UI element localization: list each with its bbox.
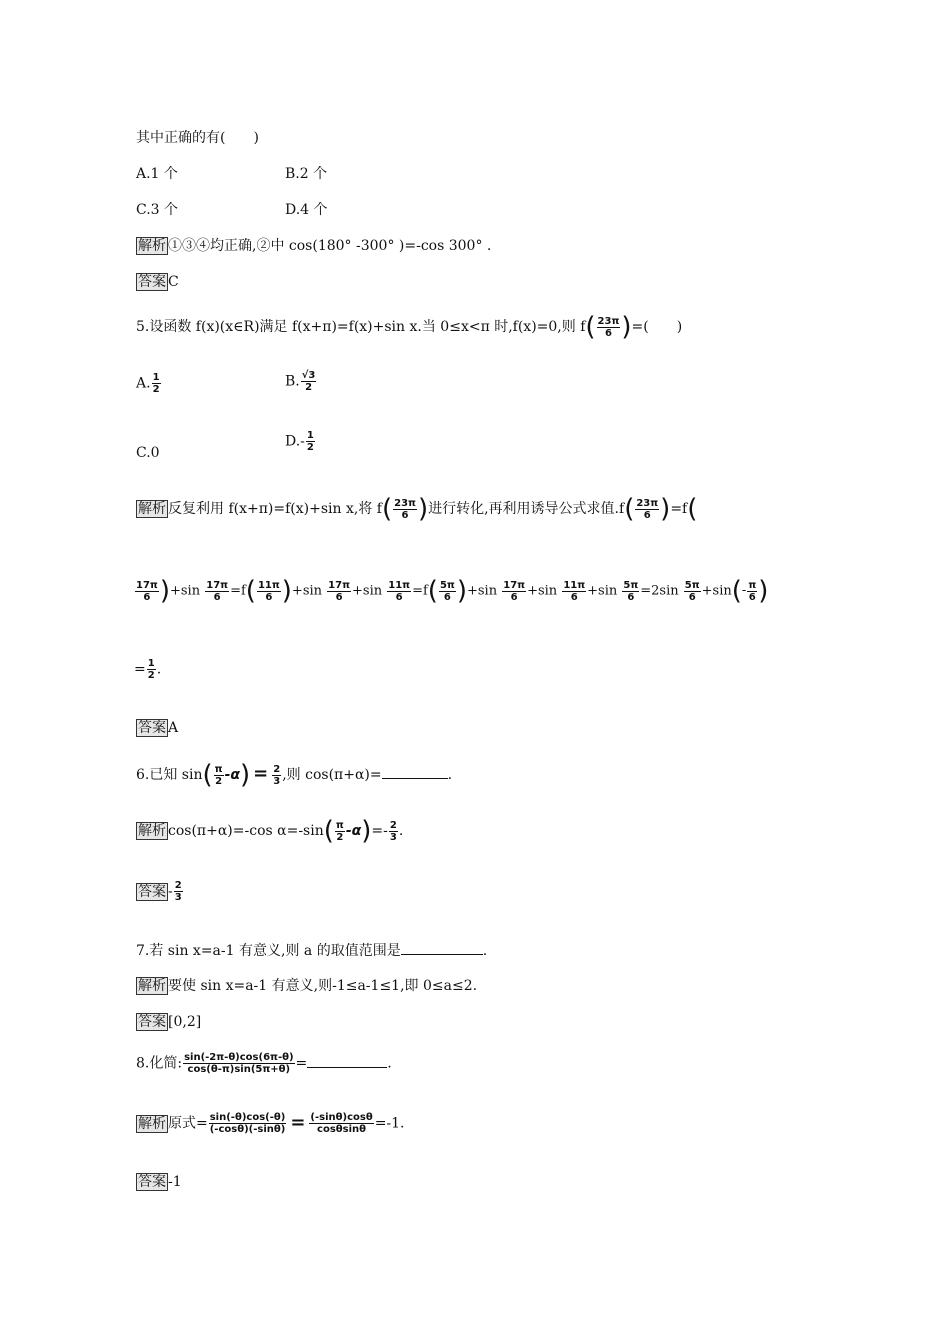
q5-analysis-line1: 解析 反复利用 f(x+π)=f(x)+sin x,将 f ( $\frac{23\pi}{6}$ ) 进行转化,再利用诱导公式求值.f ( $\frac{23\pi}{6}$ ) =f ( <box>138 494 698 524</box>
op: =- <box>371 823 388 839</box>
frac-den: 6 <box>748 591 756 603</box>
answer-tag: 答案 <box>138 274 166 290</box>
analysis-tag: 解析 <box>138 1115 166 1132</box>
op: . <box>398 823 404 839</box>
analysis-text: cos(π+α)=-cos α=-sin <box>168 823 324 839</box>
frac-den: 6 <box>401 509 409 521</box>
q6-answer <box>136 880 184 903</box>
q6-analysis: 解析 cos(π+α)=-cos α=-sin ( $\frac{\pi}{2}$ -α ) =- $\frac{2}{3}$ . <box>138 816 404 846</box>
op: - <box>168 883 173 900</box>
frac-den: 6 <box>570 591 578 603</box>
frac-num: 23π <box>394 497 416 509</box>
frac-den: cosθsinθ <box>317 1124 367 1135</box>
frac-num: (-sinθ)cosθ <box>310 1112 373 1123</box>
q6-stem: 6.已知 sin ( $\frac{\pi}{2}$ -α ) = $\frac{2}{3}$ ,则 cos(π+α)= . <box>136 760 453 790</box>
q5-analysis-line2: $\frac{17\pi}{6}$ ) +sin $\frac{17\pi}{6}$ =f ( $\frac{11\pi}{6}$ ) +sin $\frac{17\pi}{6}$ +sin $\frac{11\pi}{6}$ =f ( $\frac{5\pi}{6}$ ) +sin $\frac{17\pi}{6}$ +sin $\frac{11\pi}{6}$ +sin $\frac{5\pi}{6}$ =2sin $\frac{5\pi}{6}$ +sin ( - $\frac{\pi}{6}$ ) <box>136 576 769 606</box>
q7-analysis <box>136 976 477 996</box>
op: = <box>253 763 269 784</box>
answer-tag: 答案 <box>138 1014 166 1030</box>
frac-den: 6 <box>335 591 343 603</box>
frac-num: 11π <box>388 579 411 591</box>
frac-num: 1 <box>306 430 314 441</box>
q4-option-b: B.2 个 <box>285 166 328 182</box>
q8-answer <box>136 1172 182 1192</box>
frac-num: 2 <box>389 819 397 831</box>
frac-den: 2 <box>215 775 223 787</box>
frac-den: 6 <box>510 591 518 603</box>
frac-num: √3 <box>301 370 316 381</box>
frac-num: 17π <box>328 579 350 591</box>
op: +sin <box>169 583 201 599</box>
op: - <box>741 583 747 598</box>
op: +sin <box>701 583 732 599</box>
frac-den: 3 <box>174 892 182 903</box>
analysis-tag: 解析 <box>138 978 166 994</box>
frac-den: 6 <box>604 327 612 339</box>
answer-tag: 答案 <box>138 1174 166 1190</box>
frac-num: 23π <box>597 315 620 327</box>
q8-stem-text: 8.化简: <box>136 1055 183 1072</box>
q4-option-a: A.1 个 <box>136 166 178 182</box>
answer-text: A <box>168 720 179 736</box>
q4-analysis <box>136 236 491 256</box>
analysis-text: 要使 sin x=a-1 有意义,则-1≤a-1≤1,即 0≤a≤2. <box>168 978 478 994</box>
op: . <box>387 1055 392 1072</box>
answer-text: C <box>168 274 179 290</box>
frac-num: π <box>748 579 757 591</box>
answer-tag: 答案 <box>138 883 166 900</box>
q4-option-d: D.4 个 <box>285 202 328 218</box>
op: +sin <box>466 583 498 599</box>
frac-den: 2 <box>305 382 313 393</box>
op: = <box>295 1055 308 1072</box>
answer-blank <box>307 1053 387 1068</box>
op: . <box>156 661 162 678</box>
q4-answer <box>136 272 179 292</box>
frac-num: 2 <box>174 880 182 891</box>
frac-den: 2 <box>306 442 314 453</box>
frac-num: 11π <box>563 579 586 591</box>
frac-den: 3 <box>389 831 397 843</box>
analysis-text: ①③④均正确,②中 cos(180° -300° )=-cos 300° . <box>168 238 492 254</box>
q4-stem: 其中正确的有( ) <box>136 130 259 146</box>
q5-option-a <box>136 372 162 395</box>
answer-blank <box>401 940 483 955</box>
op: . <box>447 767 453 783</box>
op: =f <box>412 583 428 599</box>
frac-den: (-cosθ)(-sinθ) <box>209 1124 286 1135</box>
minus-alpha: -α <box>224 767 241 783</box>
answer-text: [0,2] <box>168 1014 202 1030</box>
op: +sin <box>587 583 618 599</box>
answer-tag: 答案 <box>138 720 166 736</box>
analysis-tag: 解析 <box>138 823 166 839</box>
op: . <box>482 943 488 959</box>
frac-num: 1 <box>152 372 160 383</box>
frac-den: 6 <box>627 591 635 603</box>
opt-label: D.- <box>285 433 305 450</box>
frac-num: 5π <box>623 579 639 591</box>
frac-num: 23π <box>636 497 659 509</box>
frac-num: 17π <box>503 579 526 591</box>
q5-option-d <box>285 430 316 453</box>
q5-answer <box>136 718 178 738</box>
frac-den: 2 <box>336 831 344 843</box>
q7-stem-text: 7.若 sin x=a-1 有意义,则 a 的取值范围是 <box>136 943 401 959</box>
q5-stem-end: =( ) <box>631 319 683 335</box>
frac-den: 6 <box>213 591 221 603</box>
frac-num: 2 <box>273 763 281 775</box>
answer-blank <box>382 764 448 779</box>
q5-analysis-line3 <box>134 658 161 681</box>
frac-den: 6 <box>688 591 696 603</box>
frac-num: π <box>335 819 344 831</box>
frac-den: cos(θ-π)sin(5π+θ) <box>187 1064 291 1075</box>
op: = <box>134 661 146 678</box>
op: +sin <box>291 583 323 599</box>
frac-num: 5π <box>439 579 455 591</box>
frac-num: 1 <box>147 658 155 669</box>
frac-den: 6 <box>443 591 451 603</box>
q6-stem-text: ,则 cos(π+α)= <box>282 767 382 783</box>
frac-den: 2 <box>152 384 160 395</box>
frac-den: 2 <box>147 670 155 681</box>
frac-num: 11π <box>257 579 280 591</box>
analysis-text: =f <box>670 501 688 517</box>
frac-den: 6 <box>143 591 151 603</box>
opt-label: B. <box>285 373 300 390</box>
answer-text: -1 <box>168 1174 182 1190</box>
analysis-tag: 解析 <box>138 501 166 517</box>
q8-analysis <box>136 1112 405 1135</box>
frac-den: 3 <box>273 775 281 787</box>
frac-den: 6 <box>643 509 651 521</box>
minus-alpha: -α <box>345 823 362 839</box>
q5-option-b <box>285 370 317 393</box>
frac-num: sin(-θ)cos(-θ) <box>209 1112 286 1123</box>
analysis-text: 原式= <box>168 1115 208 1132</box>
analysis-text: 进行转化,再利用诱导公式求值.f <box>428 501 625 517</box>
analysis-tag: 解析 <box>138 238 166 254</box>
frac-num: 17π <box>206 579 229 591</box>
q4-option-c: C.3 个 <box>136 202 179 218</box>
opt-label: A. <box>136 375 151 392</box>
frac-num: sin(-2π-θ)cos(6π-θ) <box>184 1052 294 1063</box>
q5-option-c: C.0 <box>136 445 160 461</box>
q6-stem-text: 6.已知 sin <box>136 767 203 783</box>
q8-stem <box>136 1052 392 1075</box>
q5-stem: 5.设函数 f(x)(x∈R)满足 f(x+π)=f(x)+sin x.当 0≤x<π 时,f(x)=0,则 f ( $\frac{23\pi}{6}$ ) =( ) <box>136 312 683 342</box>
op: =f <box>230 583 246 599</box>
q7-stem <box>136 940 487 961</box>
q7-answer <box>136 1012 201 1032</box>
frac-den: 6 <box>265 591 273 603</box>
op: =-1. <box>374 1115 405 1132</box>
frac-num: 17π <box>136 579 158 591</box>
frac-num: 5π <box>684 579 700 591</box>
op: +sin <box>352 583 383 599</box>
op: =2sin <box>640 583 679 599</box>
op: +sin <box>527 583 558 599</box>
frac-den: 6 <box>395 591 403 603</box>
op: = <box>290 1111 306 1133</box>
analysis-text: 反复利用 f(x+π)=f(x)+sin x,将 f <box>168 501 382 517</box>
frac-num: π <box>214 763 223 775</box>
q5-stem-text: 5.设函数 f(x)(x∈R)满足 f(x+π)=f(x)+sin x.当 0≤x<π 时,f(x)=0,则 f <box>136 319 586 335</box>
